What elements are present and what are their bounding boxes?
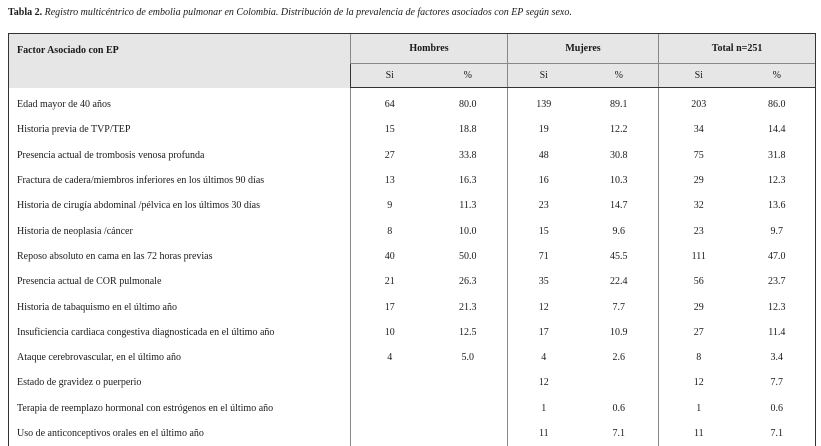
cell-mujeres-si: 23 <box>508 193 580 218</box>
cell-total-pct: 13.6 <box>739 193 816 218</box>
cell-mujeres-si: 4 <box>508 345 580 370</box>
cell-factor: Historia de tabaquismo en el último año <box>9 294 351 319</box>
cell-hombres-pct: 33.8 <box>429 143 508 168</box>
cell-factor: Terapia de reemplazo hormonal con estrógenos en el último año <box>9 396 351 421</box>
cell-mujeres-pct: 7.7 <box>580 294 659 319</box>
cell-factor: Historia de cirugía abdominal /pélvica en los últimos 30 días <box>9 193 351 218</box>
header-total-pct: % <box>739 64 816 88</box>
table-row <box>9 88 816 118</box>
cell-factor: Edad mayor de 40 años <box>9 88 351 118</box>
cell-total-pct: 0.6 <box>739 396 816 421</box>
cell-mujeres-pct: 14.7 <box>580 193 659 218</box>
cell-hombres-si: 17 <box>351 294 429 319</box>
cell-total-si: 29 <box>659 168 739 193</box>
header-total: Total n=251 <box>659 34 816 64</box>
cell-total-si: 12 <box>659 370 739 395</box>
table-row <box>9 269 816 294</box>
cell-mujeres-si: 71 <box>508 244 580 269</box>
cell-total-si: 75 <box>659 143 739 168</box>
cell-hombres-si: 9 <box>351 193 429 218</box>
cell-total-si: 34 <box>659 117 739 142</box>
header-mujeres-pct: % <box>580 64 659 88</box>
cell-mujeres-si: 12 <box>508 294 580 319</box>
cell-factor: Insuficiencia cardiaca congestiva diagnosticada en el último año <box>9 320 351 345</box>
cell-total-si: 29 <box>659 294 739 319</box>
table-row <box>9 421 816 446</box>
table-row <box>9 345 816 370</box>
cell-hombres-pct: 21.3 <box>429 294 508 319</box>
cell-hombres-pct: 10.0 <box>429 218 508 243</box>
cell-total-pct: 9.7 <box>739 218 816 243</box>
cell-total-si: 1 <box>659 396 739 421</box>
cell-total-pct: 12.3 <box>739 168 816 193</box>
table-row <box>9 143 816 168</box>
header-mujeres: Mujeres <box>508 34 659 64</box>
cell-total-si: 11 <box>659 421 739 446</box>
cell-total-si: 23 <box>659 218 739 243</box>
cell-mujeres-pct <box>580 370 659 395</box>
cell-hombres-si: 13 <box>351 168 429 193</box>
cell-hombres-pct: 16.3 <box>429 168 508 193</box>
cell-hombres-pct <box>429 421 508 446</box>
table-row <box>9 370 816 395</box>
cell-total-si: 56 <box>659 269 739 294</box>
cell-hombres-pct: 12.5 <box>429 320 508 345</box>
table-caption <box>8 7 572 18</box>
cell-mujeres-pct: 9.6 <box>580 218 659 243</box>
cell-mujeres-si: 48 <box>508 143 580 168</box>
header-total-si: Si <box>659 64 739 88</box>
header-row-groups <box>9 34 816 64</box>
cell-factor: Fractura de cadera/miembros inferiores en los últimos 90 días <box>9 168 351 193</box>
cell-total-pct: 3.4 <box>739 345 816 370</box>
cell-hombres-pct: 80.0 <box>429 88 508 118</box>
cell-total-si: 111 <box>659 244 739 269</box>
table-row <box>9 396 816 421</box>
cell-hombres-si: 21 <box>351 269 429 294</box>
cell-hombres-pct: 5.0 <box>429 345 508 370</box>
cell-hombres-pct: 18.8 <box>429 117 508 142</box>
cell-total-pct: 47.0 <box>739 244 816 269</box>
table-body <box>9 88 816 446</box>
cell-total-si: 8 <box>659 345 739 370</box>
cell-hombres-si: 15 <box>351 117 429 142</box>
cell-hombres-pct: 26.3 <box>429 269 508 294</box>
cell-mujeres-pct: 10.9 <box>580 320 659 345</box>
cell-mujeres-si: 19 <box>508 117 580 142</box>
cell-hombres-si <box>351 370 429 395</box>
cell-total-si: 203 <box>659 88 739 118</box>
cell-hombres-si <box>351 396 429 421</box>
cell-mujeres-si: 11 <box>508 421 580 446</box>
cell-hombres-si <box>351 421 429 446</box>
cell-total-pct: 7.7 <box>739 370 816 395</box>
cell-hombres-pct: 50.0 <box>429 244 508 269</box>
caption-lead: Tabla 2. <box>8 7 42 18</box>
cell-mujeres-si: 16 <box>508 168 580 193</box>
header-mujeres-si: Si <box>508 64 580 88</box>
cell-hombres-si: 27 <box>351 143 429 168</box>
cell-mujeres-pct: 10.3 <box>580 168 659 193</box>
risk-factor-table <box>8 33 816 446</box>
cell-mujeres-si: 35 <box>508 269 580 294</box>
cell-mujeres-si: 1 <box>508 396 580 421</box>
header-hombres: Hombres <box>351 34 508 64</box>
cell-mujeres-pct: 7.1 <box>580 421 659 446</box>
cell-mujeres-si: 12 <box>508 370 580 395</box>
cell-mujeres-pct: 12.2 <box>580 117 659 142</box>
cell-total-pct: 7.1 <box>739 421 816 446</box>
cell-mujeres-pct: 0.6 <box>580 396 659 421</box>
table-row <box>9 294 816 319</box>
cell-hombres-si: 4 <box>351 345 429 370</box>
table-row <box>9 244 816 269</box>
table-row <box>9 168 816 193</box>
cell-factor: Reposo absoluto en cama en las 72 horas previas <box>9 244 351 269</box>
cell-total-si: 32 <box>659 193 739 218</box>
cell-mujeres-pct: 89.1 <box>580 88 659 118</box>
cell-total-si: 27 <box>659 320 739 345</box>
table-row <box>9 320 816 345</box>
cell-factor: Uso de anticonceptivos orales en el último año <box>9 421 351 446</box>
header-hombres-si: Si <box>351 64 429 88</box>
cell-total-pct: 23.7 <box>739 269 816 294</box>
cell-factor: Ataque cerebrovascular, en el último año <box>9 345 351 370</box>
cell-mujeres-pct: 22.4 <box>580 269 659 294</box>
cell-mujeres-si: 17 <box>508 320 580 345</box>
cell-total-pct: 86.0 <box>739 88 816 118</box>
caption-text: Registro multicéntrico de embolia pulmonar en Colombia. Distribución de la prevalencia de factores asociados con EP según sexo. <box>45 7 572 18</box>
cell-mujeres-pct: 2.6 <box>580 345 659 370</box>
cell-factor: Historia previa de TVP/TEP <box>9 117 351 142</box>
cell-factor: Estado de gravidez o puerperio <box>9 370 351 395</box>
cell-hombres-si: 40 <box>351 244 429 269</box>
table-row <box>9 117 816 142</box>
cell-hombres-pct <box>429 370 508 395</box>
cell-factor: Presencia actual de trombosis venosa profunda <box>9 143 351 168</box>
header-factor: Factor Asociado con EP <box>9 34 351 88</box>
cell-hombres-si: 64 <box>351 88 429 118</box>
cell-total-pct: 14.4 <box>739 117 816 142</box>
cell-total-pct: 11.4 <box>739 320 816 345</box>
cell-total-pct: 12.3 <box>739 294 816 319</box>
cell-mujeres-pct: 30.8 <box>580 143 659 168</box>
cell-total-pct: 31.8 <box>739 143 816 168</box>
cell-mujeres-pct: 45.5 <box>580 244 659 269</box>
header-hombres-pct: % <box>429 64 508 88</box>
cell-factor: Historia de neoplasia /cáncer <box>9 218 351 243</box>
cell-hombres-pct: 11.3 <box>429 193 508 218</box>
cell-hombres-pct <box>429 396 508 421</box>
cell-mujeres-si: 15 <box>508 218 580 243</box>
cell-hombres-si: 10 <box>351 320 429 345</box>
table-row <box>9 193 816 218</box>
cell-factor: Presencia actual de COR pulmonale <box>9 269 351 294</box>
cell-mujeres-si: 139 <box>508 88 580 118</box>
table-row <box>9 218 816 243</box>
cell-hombres-si: 8 <box>351 218 429 243</box>
